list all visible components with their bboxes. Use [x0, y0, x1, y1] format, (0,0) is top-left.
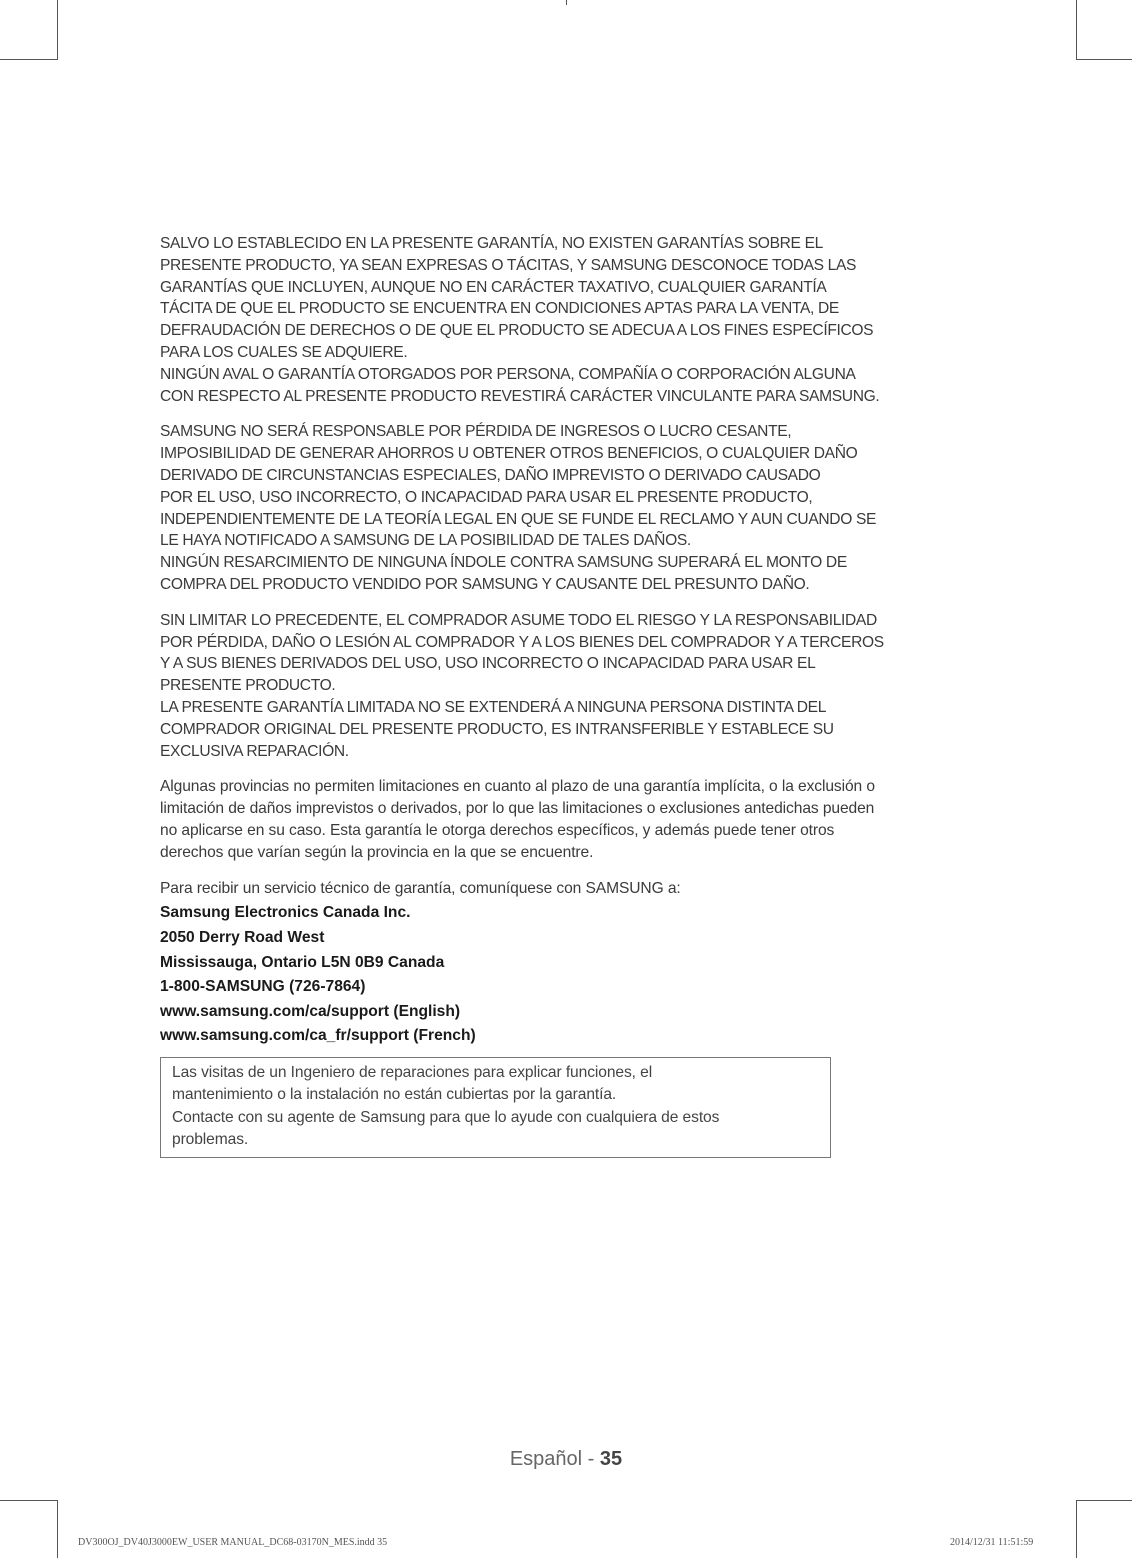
text-line: COMPRADOR ORIGINAL DEL PRESENTE PRODUCTO, ES INTRANSFERIBLE Y ESTABLECE SU: [160, 720, 834, 738]
text-line: DERIVADO DE CIRCUNSTANCIAS ESPECIALES, DAÑO IMPREVISTO O DERIVADO CAUSADO: [160, 466, 821, 484]
crop-mark-top-right-v: [1076, 0, 1077, 60]
text-line: SALVO LO ESTABLECIDO EN LA PRESENTE GARANTÍA, NO EXISTEN GARANTÍAS SOBRE EL: [160, 235, 823, 252]
text-line: NINGÚN AVAL O GARANTÍA OTORGADOS POR PERSONA, COMPAÑÍA O CORPORACIÓN ALGUNA: [160, 365, 856, 383]
note-paragraph-2: [172, 1107, 820, 1151]
text-line: PARA LOS CUALES SE ADQUIERE.: [160, 343, 408, 361]
print-timestamp: 2014/12/31 11:51:59: [950, 1537, 1034, 1548]
paragraph-provinces: [160, 776, 990, 863]
city-address: Mississauga, Ontario L5N 0B9 Canada: [160, 953, 445, 971]
crop-mark-top-center: [566, 0, 567, 5]
crop-mark-bottom-right-v: [1076, 1500, 1077, 1558]
crop-mark-bottom-left-v: [57, 1500, 58, 1558]
text-line: problemas.: [172, 1131, 249, 1149]
text-line: DEFRAUDACIÓN DE DERECHOS O DE QUE EL PRODUCTO SE ADECUA A LOS FINES ESPECÍFICOS: [160, 322, 874, 340]
text-line: no aplicarse en su caso. Esta garantía le otorga derechos específicos, y además puede tener otros: [160, 821, 835, 839]
text-line: LA PRESENTE GARANTÍA LIMITADA NO SE EXTENDERÁ A NINGUNA PERSONA DISTINTA DEL: [160, 698, 827, 716]
page-number: 35: [599, 1448, 623, 1470]
footer-language: Español -: [509, 1448, 600, 1470]
support-link-english[interactable]: www.samsung.com/ca/support (English): [160, 1002, 461, 1020]
street-address: 2050 Derry Road West: [160, 928, 325, 946]
text-line: Algunas provincias no permiten limitaciones en cuanto al plazo de una garantía implícita, o la exclusión o: [160, 778, 875, 796]
text-line: INDEPENDIENTEMENTE DE LA TEORÍA LEGAL EN QUE SE FUNDE EL RECLAMO Y AUN CUANDO SE: [160, 510, 877, 528]
text-line: IMPOSIBILIDAD DE GENERAR AHORROS U OBTENER OTROS BENEFICIOS, O CUALQUIER DAÑO: [160, 445, 858, 463]
text-line: LE HAYA NOTIFICADO A SAMSUNG DE LA POSIBILIDAD DE TALES DAÑOS.: [160, 532, 691, 550]
text-line: COMPRA DEL PRODUCTO VENDIDO POR SAMSUNG Y CAUSANTE DEL PRESUNTO DAÑO.: [160, 575, 810, 593]
company-name: Samsung Electronics Canada Inc.: [160, 904, 411, 922]
text-line: EXCLUSIVA REPARACIÓN.: [160, 742, 349, 760]
text-line: derechos que varían según la provincia en la que se encuentre.: [160, 843, 594, 861]
text-line: SAMSUNG NO SERÁ RESPONSABLE POR PÉRDIDA DE INGRESOS O LUCRO CESANTE,: [160, 423, 792, 441]
text-line: PRESENTE PRODUCTO.: [160, 677, 336, 695]
text-line: mantenimiento o la instalación no están cubiertas por la garantía.: [172, 1085, 617, 1103]
file-slug: DV300OJ_DV40J3000EW_USER MANUAL_DC68-03170N_MES.indd 35: [78, 1537, 388, 1548]
crop-mark-top-right-h: [1076, 59, 1132, 60]
text-line: TÁCITA DE QUE EL PRODUCTO SE ENCUENTRA EN CONDICIONES APTAS PARA LA VENTA, DE: [160, 300, 839, 318]
text-line: Para recibir un servicio técnico de garantía, comuníquese con SAMSUNG a:: [160, 879, 681, 897]
text-line: Contacte con su agente de Samsung para que lo ayude con cualquiera de estos: [172, 1109, 720, 1127]
paragraph-risk: [160, 610, 990, 763]
service-address: [160, 901, 990, 1049]
phone-number: 1-800-SAMSUNG (726-7864): [160, 978, 366, 996]
paragraph-liability: [160, 421, 990, 595]
text-line: Las visitas de un Ingeniero de reparaciones para explicar funciones, el: [172, 1063, 653, 1081]
crop-mark-top-left-h: [0, 59, 58, 60]
service-intro: [160, 878, 990, 900]
text-line: Y A SUS BIENES DERIVADOS DEL USO, USO INCORRECTO O INCAPACIDAD PARA USAR EL: [160, 655, 816, 673]
text-line: POR EL USO, USO INCORRECTO, O INCAPACIDAD PARA USAR EL PRESENTE PRODUCTO,: [160, 488, 813, 506]
note-box: [160, 1057, 831, 1158]
paragraph-disclaimer: [160, 233, 990, 407]
crop-mark-top-left-v: [57, 0, 58, 60]
text-line: GARANTÍAS QUE INCLUYEN, AUNQUE NO EN CARÁCTER TAXATIVO, CUALQUIER GARANTÍA: [160, 278, 827, 296]
text-line: PRESENTE PRODUCTO, YA SEAN EXPRESAS O TÁCITAS, Y SAMSUNG DESCONOCE TODAS LAS: [160, 256, 857, 274]
page-footer: [0, 1448, 1132, 1471]
warranty-content: [160, 233, 990, 1158]
text-line: limitación de daños imprevistos o derivados, por lo que las limitaciones o exclusiones antedichas pueden: [160, 800, 875, 818]
text-line: POR PÉRDIDA, DAÑO O LESIÓN AL COMPRADOR Y A LOS BIENES DEL COMPRADOR Y A TERCEROS: [160, 633, 884, 651]
text-line: NINGÚN RESARCIMIENTO DE NINGUNA ÍNDOLE CONTRA SAMSUNG SUPERARÁ EL MONTO DE: [160, 554, 847, 572]
text-line: CON RESPECTO AL PRESENTE PRODUCTO REVESTIRÁ CARÁCTER VINCULANTE PARA SAMSUNG.: [160, 387, 880, 405]
crop-mark-bottom-right-h: [1076, 1500, 1132, 1501]
crop-mark-bottom-left-h: [0, 1500, 58, 1501]
support-link-french[interactable]: www.samsung.com/ca_fr/support (French): [160, 1027, 476, 1045]
note-paragraph-1: [172, 1062, 820, 1106]
text-line: SIN LIMITAR LO PRECEDENTE, EL COMPRADOR ASUME TODO EL RIESGO Y LA RESPONSABILIDAD: [160, 611, 877, 629]
